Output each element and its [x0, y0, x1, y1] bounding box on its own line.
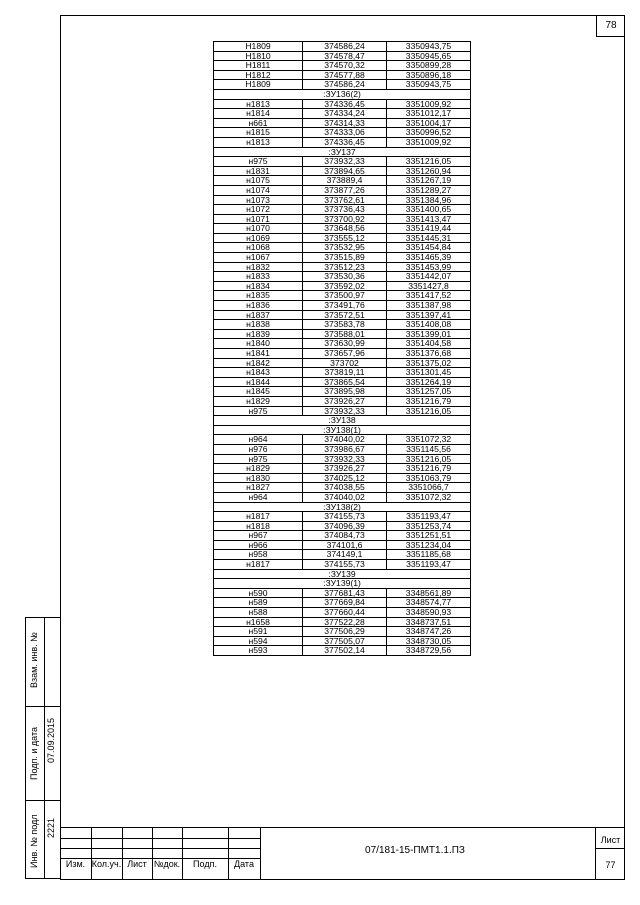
y-coordinate: 3350945,65 [387, 51, 471, 61]
point-id: н591 [214, 627, 303, 637]
x-coordinate: 374155,73 [303, 560, 387, 570]
y-coordinate: 3351072,32 [387, 492, 471, 502]
section-header-row [214, 425, 471, 435]
coordinate-row [214, 560, 471, 570]
x-coordinate: 374149,1 [303, 550, 387, 560]
coordinate-row [214, 291, 471, 301]
coordinate-row [214, 540, 471, 550]
coordinate-row [214, 214, 471, 224]
point-id: н1832 [214, 262, 303, 272]
point-id: н1073 [214, 195, 303, 205]
x-coordinate: 374577,88 [303, 70, 387, 80]
y-coordinate: 3348747,26 [387, 627, 471, 637]
y-coordinate: 3351257,05 [387, 387, 471, 397]
x-coordinate: 373926,27 [303, 464, 387, 474]
x-coordinate: 374084,73 [303, 531, 387, 541]
section-header-row [214, 89, 471, 99]
point-id: н964 [214, 435, 303, 445]
point-id: H1812 [214, 70, 303, 80]
y-coordinate: 3351260,94 [387, 166, 471, 176]
point-id: н1840 [214, 339, 303, 349]
point-id: н1817 [214, 512, 303, 522]
point-id: H1810 [214, 51, 303, 61]
y-coordinate: 3351264,19 [387, 377, 471, 387]
y-coordinate: 3351216,79 [387, 464, 471, 474]
x-coordinate: 373630,99 [303, 339, 387, 349]
coordinates-table [213, 41, 471, 656]
point-id: н1068 [214, 243, 303, 253]
coordinate-row [214, 435, 471, 445]
point-id: н1829 [214, 396, 303, 406]
coordinate-row [214, 176, 471, 186]
coordinate-row [214, 195, 471, 205]
x-coordinate: 377505,07 [303, 636, 387, 646]
section-header-row [214, 147, 471, 157]
point-id: н1818 [214, 521, 303, 531]
y-coordinate: 3351454,84 [387, 243, 471, 253]
y-coordinate: 3351399,01 [387, 329, 471, 339]
x-coordinate: 373865,54 [303, 377, 387, 387]
x-coordinate: 373700,92 [303, 214, 387, 224]
x-coordinate: 374096,39 [303, 521, 387, 531]
coordinate-row [214, 396, 471, 406]
coordinate-row [214, 550, 471, 560]
coordinate-row [214, 281, 471, 291]
coordinate-row [214, 99, 471, 109]
x-coordinate: 373530,36 [303, 272, 387, 282]
x-coordinate: 373555,12 [303, 233, 387, 243]
coordinate-row [214, 444, 471, 454]
coordinate-row [214, 272, 471, 282]
y-coordinate: 3351063,79 [387, 473, 471, 483]
y-coordinate: 3351193,47 [387, 512, 471, 522]
col-label-izm: Изм. [65, 859, 86, 869]
y-coordinate: 3351072,32 [387, 435, 471, 445]
point-id: н1837 [214, 310, 303, 320]
y-coordinate: 3351413,47 [387, 214, 471, 224]
y-coordinate: 3351216,05 [387, 454, 471, 464]
point-id: н1817 [214, 560, 303, 570]
section-label: :ЗУ139(1) [214, 579, 471, 589]
point-id: н976 [214, 444, 303, 454]
coordinate-row [214, 492, 471, 502]
y-coordinate: 3351193,47 [387, 560, 471, 570]
point-id: н1839 [214, 329, 303, 339]
point-id: н1834 [214, 281, 303, 291]
x-coordinate: 373702 [303, 358, 387, 368]
x-coordinate: 373500,97 [303, 291, 387, 301]
point-id: н1074 [214, 185, 303, 195]
x-coordinate: 374334,24 [303, 109, 387, 119]
y-coordinate: 3351376,68 [387, 349, 471, 359]
coordinate-row [214, 377, 471, 387]
coordinate-row [214, 521, 471, 531]
x-coordinate: 373583,78 [303, 320, 387, 330]
coordinate-row [214, 80, 471, 90]
point-id: н1843 [214, 368, 303, 378]
y-coordinate: 3351185,68 [387, 550, 471, 560]
y-coordinate: 3351145,56 [387, 444, 471, 454]
coordinate-row [214, 137, 471, 147]
y-coordinate: 3351375,02 [387, 358, 471, 368]
coordinate-row [214, 166, 471, 176]
point-id: н1833 [214, 272, 303, 282]
x-coordinate: 374025,12 [303, 473, 387, 483]
x-coordinate: 374336,45 [303, 137, 387, 147]
section-header-row [214, 502, 471, 512]
x-coordinate: 374101,6 [303, 540, 387, 550]
y-coordinate: 3351384,96 [387, 195, 471, 205]
x-coordinate: 373819,11 [303, 368, 387, 378]
coordinate-row [214, 301, 471, 311]
col-label-list: Лист [127, 859, 147, 869]
point-id: н1836 [214, 301, 303, 311]
point-id: н1067 [214, 253, 303, 263]
point-id: н593 [214, 646, 303, 656]
coordinate-row [214, 368, 471, 378]
point-id: н975 [214, 157, 303, 167]
coordinate-row [214, 185, 471, 195]
sheet-label: Лист [600, 835, 621, 845]
coordinate-row [214, 262, 471, 272]
date-value: 07.09.2015 [46, 717, 56, 763]
x-coordinate: 373657,96 [303, 349, 387, 359]
point-id: н1069 [214, 233, 303, 243]
point-id: н1830 [214, 473, 303, 483]
x-coordinate: 374040,02 [303, 435, 387, 445]
point-id: н1814 [214, 109, 303, 119]
coordinate-row [214, 464, 471, 474]
y-coordinate: 3351404,58 [387, 339, 471, 349]
coordinate-row [214, 61, 471, 71]
point-id: H1811 [214, 61, 303, 71]
x-coordinate: 373932,33 [303, 406, 387, 416]
x-coordinate: 374155,73 [303, 512, 387, 522]
x-coordinate: 373894,65 [303, 166, 387, 176]
coordinate-row [214, 598, 471, 608]
coordinate-row [214, 483, 471, 493]
y-coordinate: 3350899,28 [387, 61, 471, 71]
y-coordinate: 3351445,31 [387, 233, 471, 243]
y-coordinate: 3348574,77 [387, 598, 471, 608]
section-label: :ЗУ138(2) [214, 502, 471, 512]
y-coordinate: 3351417,52 [387, 291, 471, 301]
coordinate-row [214, 205, 471, 215]
y-coordinate: 3351009,92 [387, 137, 471, 147]
x-coordinate: 373932,33 [303, 157, 387, 167]
sheet-number: 77 [605, 860, 616, 870]
x-coordinate: 373572,51 [303, 310, 387, 320]
top-page-number: 78 [596, 15, 625, 37]
x-coordinate: 373491,76 [303, 301, 387, 311]
y-coordinate: 3351453,99 [387, 262, 471, 272]
y-coordinate: 3351267,19 [387, 176, 471, 186]
y-coordinate: 3351253,74 [387, 521, 471, 531]
section-label: :ЗУ137 [214, 147, 471, 157]
coordinate-row [214, 310, 471, 320]
point-id: н1071 [214, 214, 303, 224]
point-id: н1844 [214, 377, 303, 387]
coordinate-row [214, 473, 471, 483]
point-id: н1829 [214, 464, 303, 474]
coordinate-row [214, 512, 471, 522]
x-coordinate: 377669,84 [303, 598, 387, 608]
y-coordinate: 3351442,07 [387, 272, 471, 282]
point-id: н967 [214, 531, 303, 541]
point-id: н1841 [214, 349, 303, 359]
coordinate-row [214, 588, 471, 598]
y-coordinate: 3351419,44 [387, 224, 471, 234]
y-coordinate: 3351400,65 [387, 205, 471, 215]
y-coordinate: 3348730,05 [387, 636, 471, 646]
point-id: н589 [214, 598, 303, 608]
x-coordinate: 373986,67 [303, 444, 387, 454]
x-coordinate: 373592,02 [303, 281, 387, 291]
point-id: н1075 [214, 176, 303, 186]
section-label: :ЗУ136(2) [214, 89, 471, 99]
y-coordinate: 3351465,39 [387, 253, 471, 263]
y-coordinate: 3348561,89 [387, 588, 471, 598]
section-header-row [214, 416, 471, 426]
date-label: Подп. и дата [29, 726, 39, 780]
coordinate-row [214, 243, 471, 253]
inv-label: Инв. № подл [29, 814, 39, 868]
point-id: H1809 [214, 80, 303, 90]
y-coordinate: 3351012,17 [387, 109, 471, 119]
point-id: н958 [214, 550, 303, 560]
x-coordinate: 373877,26 [303, 185, 387, 195]
coordinate-row [214, 406, 471, 416]
x-coordinate: 373736,43 [303, 205, 387, 215]
coordinate-row [214, 253, 471, 263]
coordinate-row [214, 358, 471, 368]
section-header-row [214, 569, 471, 579]
y-coordinate: 3351251,51 [387, 531, 471, 541]
section-label: :ЗУ139 [214, 569, 471, 579]
coordinate-row [214, 42, 471, 52]
y-coordinate: 3351216,05 [387, 157, 471, 167]
x-coordinate: 377660,44 [303, 608, 387, 618]
section-label: :ЗУ138(1) [214, 425, 471, 435]
y-coordinate: 3351289,27 [387, 185, 471, 195]
y-coordinate: 3351009,92 [387, 99, 471, 109]
y-coordinate: 3351397,41 [387, 310, 471, 320]
point-id: н975 [214, 406, 303, 416]
coordinate-row [214, 627, 471, 637]
y-coordinate: 3350996,52 [387, 128, 471, 138]
y-coordinate: 3350943,75 [387, 42, 471, 52]
coordinate-row [214, 617, 471, 627]
point-id: н661 [214, 118, 303, 128]
x-coordinate: 377522,28 [303, 617, 387, 627]
point-id: н1845 [214, 387, 303, 397]
x-coordinate: 373889,4 [303, 176, 387, 186]
coordinate-row [214, 109, 471, 119]
point-id: н1070 [214, 224, 303, 234]
y-coordinate: 3351387,98 [387, 301, 471, 311]
coordinate-row [214, 118, 471, 128]
y-coordinate: 3351301,45 [387, 368, 471, 378]
x-coordinate: 377506,29 [303, 627, 387, 637]
x-coordinate: 374336,45 [303, 99, 387, 109]
point-id: н590 [214, 588, 303, 598]
coordinate-row [214, 608, 471, 618]
coordinate-row [214, 70, 471, 80]
document-code: 07/181-15-ПМТ1.1.ПЗ [365, 845, 465, 856]
x-coordinate: 373932,33 [303, 454, 387, 464]
y-coordinate: 3351216,05 [387, 406, 471, 416]
section-label: :ЗУ138 [214, 416, 471, 426]
coordinate-row [214, 51, 471, 61]
x-coordinate: 373532,95 [303, 243, 387, 253]
x-coordinate: 373588,01 [303, 329, 387, 339]
x-coordinate: 373762,61 [303, 195, 387, 205]
y-coordinate: 3351066,7 [387, 483, 471, 493]
x-coordinate: 374586,24 [303, 42, 387, 52]
y-coordinate: 3351408,08 [387, 320, 471, 330]
inv-value: 2221 [46, 817, 56, 838]
point-id: н1842 [214, 358, 303, 368]
coordinate-row [214, 329, 471, 339]
x-coordinate: 377502,14 [303, 646, 387, 656]
point-id: н1838 [214, 320, 303, 330]
x-coordinate: 377681,43 [303, 588, 387, 598]
y-coordinate: 3348737,51 [387, 617, 471, 627]
point-id: н588 [214, 608, 303, 618]
coordinate-row [214, 128, 471, 138]
point-id: н964 [214, 492, 303, 502]
point-id: н966 [214, 540, 303, 550]
coordinate-row [214, 636, 471, 646]
vzam-label: Взам. инв. № [29, 632, 39, 688]
point-id: н975 [214, 454, 303, 464]
title-block [60, 827, 625, 880]
x-coordinate: 373648,56 [303, 224, 387, 234]
x-coordinate: 374570,32 [303, 61, 387, 71]
x-coordinate: 373515,89 [303, 253, 387, 263]
y-coordinate: 3348729,56 [387, 646, 471, 656]
col-label-data: Дата [234, 859, 254, 869]
x-coordinate: 374586,24 [303, 80, 387, 90]
coordinate-row [214, 233, 471, 243]
point-id: н1072 [214, 205, 303, 215]
coordinate-row [214, 320, 471, 330]
coordinate-row [214, 646, 471, 656]
point-id: н1831 [214, 166, 303, 176]
coordinate-row [214, 349, 471, 359]
section-header-row [214, 579, 471, 589]
coordinate-row [214, 339, 471, 349]
point-id: н1835 [214, 291, 303, 301]
x-coordinate: 373512,23 [303, 262, 387, 272]
point-id: н1813 [214, 99, 303, 109]
x-coordinate: 373926,27 [303, 396, 387, 406]
y-coordinate: 3351216,79 [387, 396, 471, 406]
x-coordinate: 374333,06 [303, 128, 387, 138]
col-label-ndok: №док. [153, 859, 181, 869]
y-coordinate: 3350896,18 [387, 70, 471, 80]
coordinate-row [214, 387, 471, 397]
x-coordinate: 374578,47 [303, 51, 387, 61]
coordinate-row [214, 157, 471, 167]
x-coordinate: 374038,55 [303, 483, 387, 493]
point-id: H1809 [214, 42, 303, 52]
point-id: н1827 [214, 483, 303, 493]
x-coordinate: 374314,33 [303, 118, 387, 128]
y-coordinate: 3351427,8 [387, 281, 471, 291]
x-coordinate: 373895,98 [303, 387, 387, 397]
point-id: н594 [214, 636, 303, 646]
coordinate-row [214, 531, 471, 541]
x-coordinate: 374040,02 [303, 492, 387, 502]
point-id: н1813 [214, 137, 303, 147]
y-coordinate: 3351004,17 [387, 118, 471, 128]
coordinate-row [214, 454, 471, 464]
point-id: н1815 [214, 128, 303, 138]
coordinate-row [214, 224, 471, 234]
y-coordinate: 3350943,75 [387, 80, 471, 90]
point-id: н1658 [214, 617, 303, 627]
col-label-podp: Подп. [193, 859, 217, 869]
y-coordinate: 3351234,04 [387, 540, 471, 550]
y-coordinate: 3348590,93 [387, 608, 471, 618]
col-label-kolich: Кол.уч. [91, 859, 122, 869]
